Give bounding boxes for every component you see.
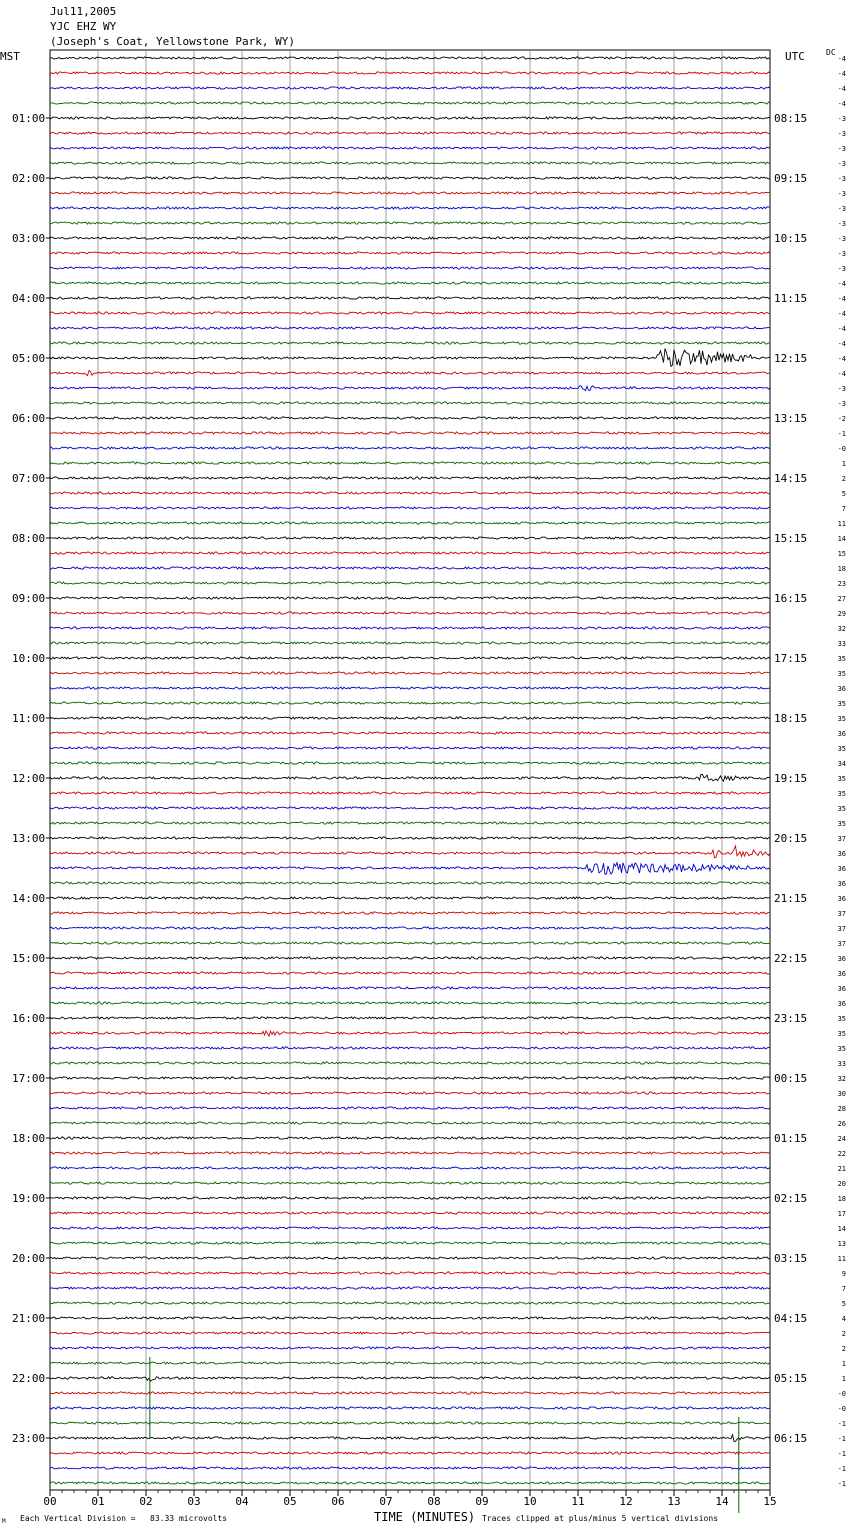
trace-row [50,1017,770,1019]
x-tick-label: 03 [187,1495,201,1508]
trace-row [50,1122,770,1124]
trace-row [50,192,770,194]
dc-offset-label: 1 [841,1360,846,1368]
dc-offset-label: -4 [837,355,846,363]
dc-offset-label: 18 [837,1195,846,1203]
dc-offset-label: 37 [837,940,846,948]
trace-row [50,1392,770,1394]
mst-hour-label: 17:00 [12,1072,46,1085]
utc-hour-label: 05:15 [774,1372,808,1385]
dc-offset-label: 11 [837,1255,846,1263]
trace-row [50,57,770,59]
trace-row [50,627,770,629]
trace-row [50,807,770,809]
trace-row [50,477,770,479]
trace-row [50,1002,770,1004]
trace-row [50,162,770,164]
trace-row [50,552,770,554]
dc-offset-label: -1 [837,1420,846,1428]
dc-offset-label: -1 [837,1465,846,1473]
trace-row [50,147,770,149]
mst-hour-label: 06:00 [12,412,46,425]
dc-offset-label: 1 [841,1375,846,1383]
dc-offset-label: 36 [837,880,846,888]
trace-row [50,282,770,284]
trace-row [50,252,770,254]
trace-row [50,237,770,239]
x-tick-label: 10 [523,1495,537,1508]
corner-mark: M [2,1518,6,1525]
dc-offset-label: 37 [837,925,846,933]
x-tick-label: 05 [283,1495,297,1508]
dc-offset-label: 15 [837,550,846,558]
mst-hour-label: 07:00 [12,472,46,485]
trace-row [50,597,770,599]
utc-hour-label: 18:15 [774,712,808,725]
dc-offset-label: -3 [837,145,846,153]
dc-offset-label: -3 [837,115,846,123]
dc-offset-label: 35 [837,820,846,828]
utc-hour-label: 12:15 [774,352,808,365]
x-tick-label: 15 [763,1495,777,1508]
mst-hour-label: 10:00 [12,652,46,665]
mst-hour-label: 21:00 [12,1312,46,1325]
mst-hour-label: 02:00 [12,172,46,185]
dc-offset-label: 33 [837,1060,846,1068]
dc-offset-label: 28 [837,1105,846,1113]
utc-hour-label: 15:15 [774,532,808,545]
trace-row [50,1272,770,1274]
dc-offset-label: 7 [841,1285,846,1293]
dc-offset-label: 18 [837,565,846,573]
dc-offset-label: 21 [837,1165,846,1173]
trace-row [50,717,770,719]
trace-row [50,327,770,329]
trace-row [50,177,770,179]
utc-hour-label: 10:15 [774,232,808,245]
trace-row [50,732,770,734]
trace-row [50,1452,770,1454]
dc-offset-label: 27 [837,595,846,603]
dc-offset-label: 35 [837,700,846,708]
dc-offset-label: 36 [837,865,846,873]
trace-row [50,1077,770,1079]
dc-offset-label: -3 [837,130,846,138]
dc-offset-label: 5 [841,1300,846,1308]
trace-row [50,207,770,209]
trace-row [50,702,770,704]
dc-offset-label: 32 [837,1075,846,1083]
trace-row [50,774,770,781]
trace-row [50,102,770,104]
utc-hour-label: 09:15 [774,172,808,185]
trace-row [50,1302,770,1304]
x-tick-label: 14 [715,1495,729,1508]
trace-row [50,1467,770,1469]
x-tick-label: 12 [619,1495,633,1508]
mst-hour-label: 11:00 [12,712,46,725]
trace-row [50,1317,770,1319]
x-tick-label: 00 [43,1495,57,1508]
trace-row [50,642,770,644]
dc-offset-label: -1 [837,1435,846,1443]
plot-frame [50,50,770,1490]
trace-row [50,1287,770,1289]
x-tick-label: 06 [331,1495,345,1508]
trace-row [50,297,770,299]
utc-hour-label: 04:15 [774,1312,808,1325]
x-tick-label: 08 [427,1495,441,1508]
dc-offset-label: -3 [837,265,846,273]
trace-row [50,987,770,989]
dc-offset-label: 35 [837,670,846,678]
dc-offset-label: 29 [837,610,846,618]
dc-offset-label: 35 [837,1045,846,1053]
trace-row [50,1182,770,1184]
dc-offset-label: 35 [837,655,846,663]
trace-row [50,927,770,929]
dc-offset-label: -3 [837,205,846,213]
trace-row [50,687,770,689]
dc-offset-label: -3 [837,385,846,393]
mst-hour-label: 16:00 [12,1012,46,1025]
dc-offset-label: -4 [837,310,846,318]
station-location: (Joseph's Coat, Yellowstone Park, WY) [50,35,296,48]
mst-hour-label: 15:00 [12,952,46,965]
trace-row [50,402,770,404]
trace-row [50,1107,770,1109]
trace-row [50,942,770,944]
utc-hour-label: 23:15 [774,1012,808,1025]
trace-row [50,863,770,875]
dc-offset-label: 37 [837,910,846,918]
dc-offset-label: 14 [837,1225,846,1233]
trace-row [50,657,770,659]
mst-hour-label: 23:00 [12,1432,46,1445]
trace-row [50,417,770,419]
trace-row [50,1362,770,1364]
scale-note: Each Vertical Division = 83.33 microvolts [20,1514,228,1523]
trace-row [50,1482,770,1484]
dc-offset-label: -3 [837,400,846,408]
x-tick-label: 13 [667,1495,681,1508]
dc-offset-label: 36 [837,985,846,993]
dc-offset-label: 35 [837,1030,846,1038]
trace-row [50,897,770,899]
dc-offset-label: 36 [837,730,846,738]
trace-row [50,267,770,269]
trace-row [50,312,770,314]
dc-offset-label: -0 [837,1405,846,1413]
trace-row [50,1435,770,1442]
trace-row [50,522,770,524]
trace-row [50,132,770,134]
dc-offset-label: 35 [837,790,846,798]
trace-row [50,846,770,858]
trace-row [50,1422,770,1424]
dc-offset-label: -4 [837,100,846,108]
utc-hour-label: 08:15 [774,112,808,125]
trace-row [50,1197,770,1199]
utc-hour-label: 21:15 [774,892,808,905]
x-tick-label: 01 [91,1495,105,1508]
trace-row [50,342,770,344]
trace-row [50,822,770,824]
dc-offset-label: 14 [837,535,846,543]
mst-hour-label: 09:00 [12,592,46,605]
dc-offset-label: 32 [837,625,846,633]
dc-offset-label: -4 [837,295,846,303]
dc-offset-label: -1 [837,1450,846,1458]
dc-offset-label: -4 [837,55,846,63]
dc-offset-label: 2 [841,475,846,483]
utc-hour-label: 01:15 [774,1132,808,1145]
trace-row [50,582,770,584]
utc-hour-label: 19:15 [774,772,808,785]
trace-row [50,1031,770,1036]
dc-offset-label: -0 [837,1390,846,1398]
trace-row [50,371,770,376]
mst-hour-label: 08:00 [12,532,46,545]
trace-row [50,1377,770,1381]
trace-row [50,72,770,74]
x-axis-label: TIME (MINUTES) [374,1510,476,1524]
mst-hour-label: 12:00 [12,772,46,785]
mst-hour-label: 05:00 [12,352,46,365]
utc-hour-label: 00:15 [774,1072,808,1085]
trace-row [50,87,770,89]
dc-offset-label: 34 [837,760,846,768]
trace-row [50,507,770,509]
mst-hour-label: 03:00 [12,232,46,245]
trace-row [50,1047,770,1049]
dc-offset-label: -4 [837,340,846,348]
left-axis-title: MST [0,50,20,63]
dc-offset-label: 22 [837,1150,846,1158]
dc-offset-label: 35 [837,805,846,813]
station-code: YJC EHZ WY [50,20,117,33]
clip-note: Traces clipped at plus/minus 5 vertical divisions [482,1514,719,1523]
dc-offset-label: 35 [837,775,846,783]
trace-row [50,1062,770,1064]
trace-row [50,432,770,434]
dc-offset-label: 35 [837,745,846,753]
mst-hour-label: 19:00 [12,1192,46,1205]
mst-hour-label: 13:00 [12,832,46,845]
trace-row [50,349,770,367]
dc-offset-label: -4 [837,325,846,333]
dc-offset-label: 17 [837,1210,846,1218]
dc-offset-label: 9 [841,1270,846,1278]
x-tick-label: 02 [139,1495,153,1508]
utc-hour-label: 22:15 [774,952,808,965]
trace-row [50,1407,770,1409]
dc-offset-label: 24 [837,1135,846,1143]
dc-offset-label: 33 [837,640,846,648]
x-tick-label: 04 [235,1495,249,1508]
trace-row [50,912,770,914]
trace-row [50,1152,770,1154]
trace-row [50,1347,770,1349]
dc-title: DC [826,48,836,57]
utc-hour-label: 14:15 [774,472,808,485]
dc-offset-label: 35 [837,1015,846,1023]
x-tick-label: 09 [475,1495,489,1508]
trace-row [50,462,770,464]
trace-row [50,1137,770,1139]
utc-hour-label: 11:15 [774,292,808,305]
dc-offset-label: -4 [837,70,846,78]
trace-row [50,882,770,884]
trace-row [50,762,770,764]
dc-offset-label: 7 [841,505,846,513]
trace-row [50,492,770,494]
trace-row [50,1242,770,1244]
right-axis-title: UTC [785,50,805,63]
utc-hour-label: 17:15 [774,652,808,665]
trace-row [50,117,770,119]
mst-hour-label: 04:00 [12,292,46,305]
mst-hour-label: 14:00 [12,892,46,905]
utc-hour-label: 03:15 [774,1252,808,1265]
mst-hour-label: 20:00 [12,1252,46,1265]
dc-offset-label: 36 [837,955,846,963]
dc-offset-label: 20 [837,1180,846,1188]
dc-offset-label: -4 [837,280,846,288]
dc-offset-label: 37 [837,835,846,843]
dc-offset-label: -3 [837,250,846,258]
trace-row [50,972,770,974]
dc-offset-label: 13 [837,1240,846,1248]
dc-offset-label: -3 [837,220,846,228]
trace-row [50,1212,770,1214]
dc-offset-label: 1 [841,460,846,468]
trace-row [50,537,770,539]
dc-offset-label: 35 [837,715,846,723]
plot-date: Jul11,2005 [50,5,117,18]
dc-offset-label: -1 [837,1480,846,1488]
dc-offset-label: 2 [841,1330,846,1338]
trace-row [50,1227,770,1229]
utc-hour-label: 06:15 [774,1432,808,1445]
trace-row [50,672,770,674]
utc-hour-label: 16:15 [774,592,808,605]
trace-row [50,1092,770,1094]
utc-hour-label: 20:15 [774,832,808,845]
x-tick-label: 11 [571,1495,585,1508]
dc-offset-label: -2 [837,415,846,423]
dc-offset-label: 2 [841,1345,846,1353]
dc-offset-label: -3 [837,160,846,168]
trace-row [50,957,770,959]
dc-offset-label: -4 [837,85,846,93]
trace-row [50,1332,770,1334]
trace-row [50,747,770,749]
dc-offset-label: 5 [841,490,846,498]
trace-row [50,792,770,794]
utc-hour-label: 13:15 [774,412,808,425]
dc-offset-label: 30 [837,1090,846,1098]
dc-offset-label: 23 [837,580,846,588]
mst-hour-label: 22:00 [12,1372,46,1385]
trace-row [50,386,770,391]
dc-offset-label: 26 [837,1120,846,1128]
dc-offset-label: 4 [841,1315,846,1323]
trace-row [50,612,770,614]
dc-offset-label: -3 [837,235,846,243]
dc-offset-label: -4 [837,370,846,378]
trace-row [50,567,770,569]
dc-offset-label: 11 [837,520,846,528]
dc-offset-label: 36 [837,1000,846,1008]
utc-hour-label: 02:15 [774,1192,808,1205]
trace-row [50,222,770,224]
dc-offset-label: 36 [837,685,846,693]
dc-offset-label: -1 [837,430,846,438]
trace-row [50,447,770,449]
mst-hour-label: 18:00 [12,1132,46,1145]
dc-offset-label: -3 [837,190,846,198]
dc-offset-label: 36 [837,850,846,858]
trace-row [50,1167,770,1169]
dc-offset-label: 36 [837,895,846,903]
trace-row [50,837,770,839]
x-tick-label: 07 [379,1495,393,1508]
mst-hour-label: 01:00 [12,112,46,125]
dc-offset-label: 36 [837,970,846,978]
dc-offset-label: -0 [837,445,846,453]
dc-offset-label: -3 [837,175,846,183]
trace-row [50,1257,770,1259]
